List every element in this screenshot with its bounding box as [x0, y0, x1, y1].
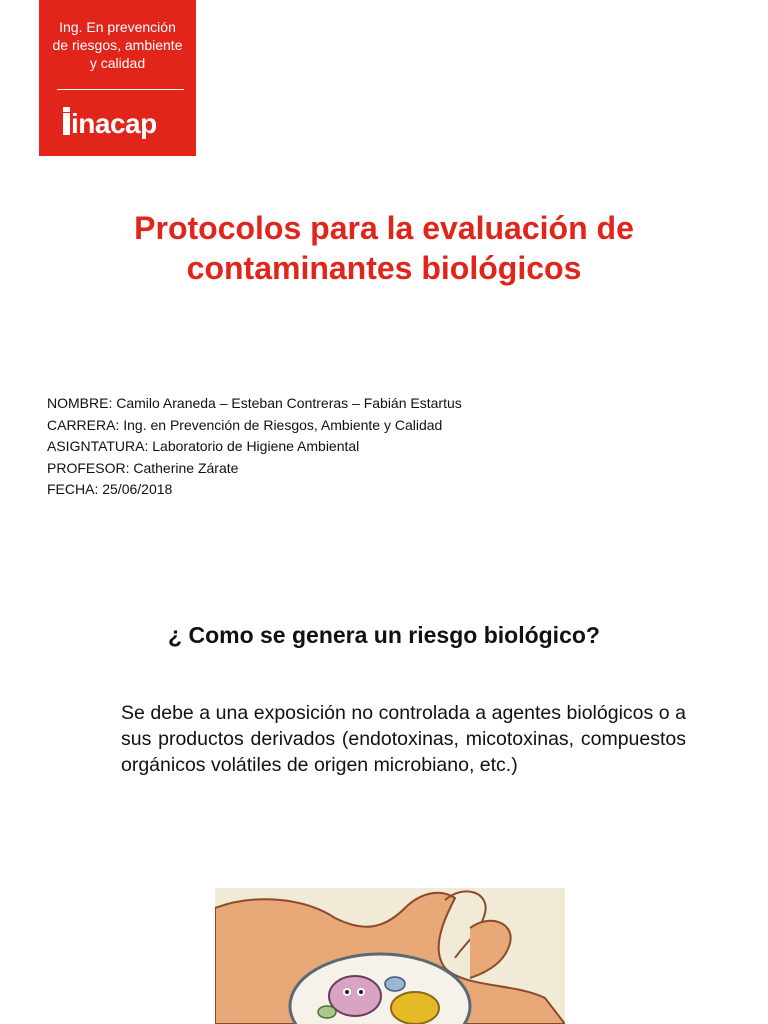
- slide-heading: ¿ Como se genera un riesgo biológico?: [168, 622, 600, 648]
- microbe-yellow: [391, 992, 439, 1024]
- slide-body: Se debe a una exposición no controlada a agentes biológicos o a sus productos derivados (endotoxinas, micotoxinas, compuestos orgánicos volátiles de origen microbiano, etc.): [121, 702, 686, 776]
- inacap-logo: [63, 110, 157, 138]
- illustration-svg: [215, 888, 565, 1024]
- logo-wordmark: inacap: [71, 108, 157, 139]
- slide-2: [0, 534, 768, 1024]
- info-date: FECHA: 25/06/2018: [47, 481, 173, 497]
- microbe-pink: [329, 976, 381, 1016]
- program-badge: [39, 0, 196, 156]
- badge-divider: [57, 89, 184, 90]
- info-professor: PROFESOR: Catherine Zárate: [47, 459, 239, 476]
- presentation-title: Protocolos para la evaluación de contaminantes biológicos: [134, 210, 634, 286]
- info-subject: ASIGNTATURA: Laboratorio de Higiene Ambiental: [47, 438, 360, 454]
- program-label: Ing. En prevención de riesgos, ambiente y calidad: [52, 19, 183, 71]
- hand-petri-dish-illustration: [215, 888, 565, 1024]
- info-career: CARRERA: Ing. en Prevención de Riesgos, Ambiente y Calidad: [47, 416, 443, 433]
- logo-mark-icon: [63, 113, 70, 135]
- presentation-info: [47, 393, 462, 501]
- info-name: NOMBRE: Camilo Araneda – Esteban Contreras – Fabián Estartus: [47, 395, 462, 411]
